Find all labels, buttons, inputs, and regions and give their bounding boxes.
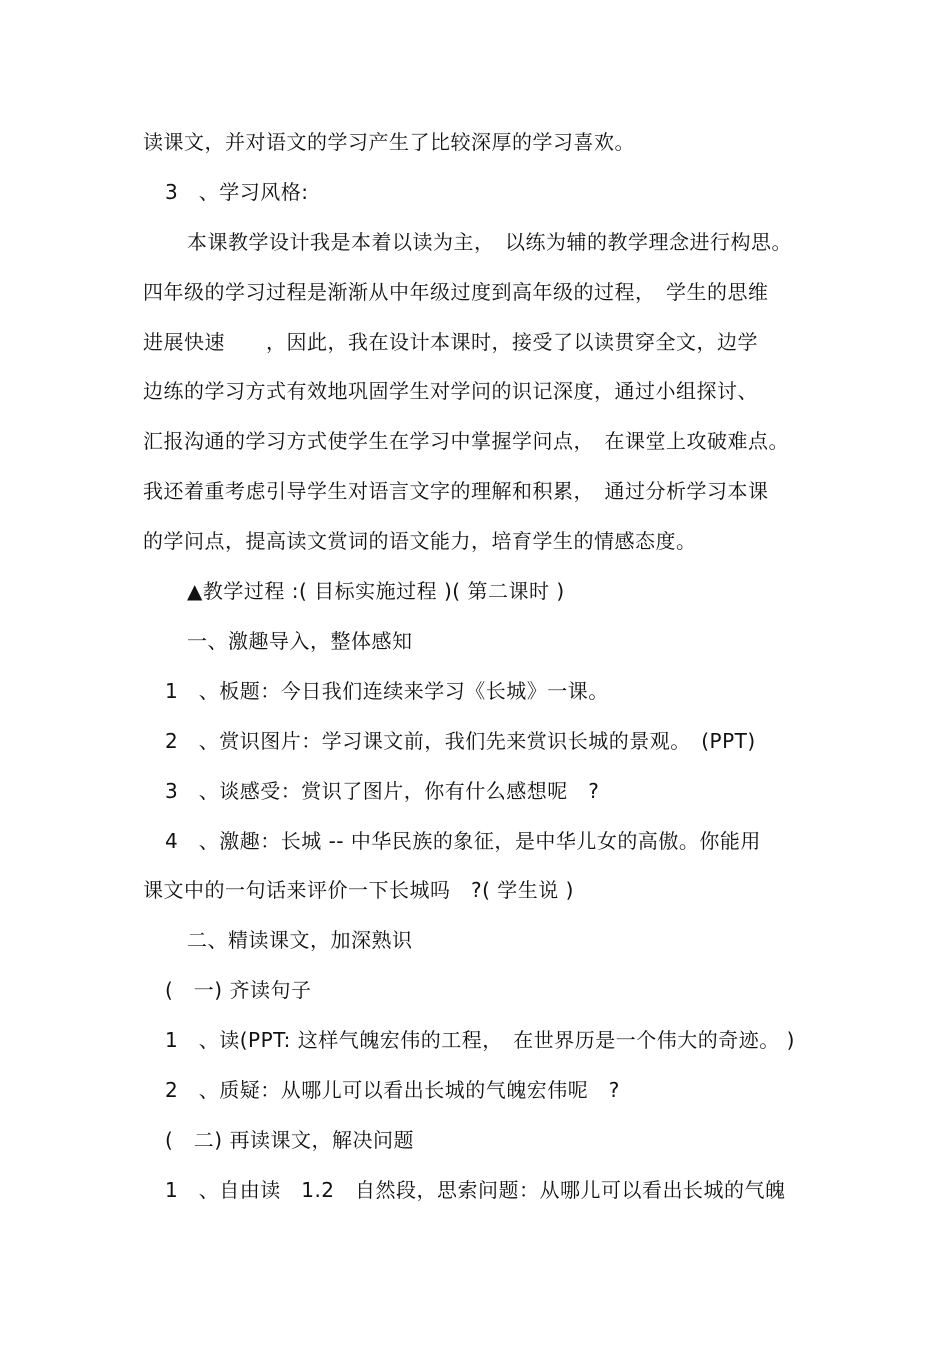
- text-line-16: 课文中的一句话来评价一下长城吗 ?( 学生说 ): [143, 878, 574, 902]
- text-line-1: 读课文，并对语文的学习产生了比较深厚的学习喜欢。: [143, 130, 635, 154]
- section-heading-teaching-process: ▲教学过程 :( 目标实施过程 )( 第二课时 ): [187, 579, 565, 603]
- text-line-5: 进展快速 ，因此，我在设计本课时，接受了以读贯穿全文，边学: [143, 330, 758, 354]
- text-line-13: 2 、赏识图片：学习课文前，我们先来赏识长城的景观。 (PPT): [165, 729, 756, 753]
- text-line-12: 1 、板题：今日我们连续来学习《长城》一课。: [165, 679, 609, 703]
- text-line-2: 3 、学习风格:: [165, 180, 309, 204]
- text-line-20: 2 、质疑：从哪儿可以看出长城的气魄宏伟呢 ?: [165, 1078, 620, 1102]
- text-line-4: 四年级的学习过程是渐渐从中年级过度到高年级的过程， 学生的思维: [143, 280, 769, 304]
- text-line-3: 本课教学设计我是本着以读为主， 以练为辅的教学理念进行构思。: [187, 230, 792, 254]
- section-heading-2: 二、精读课文，加深熟识: [187, 928, 413, 952]
- text-line-8: 我还着重考虑引导学生对语言文字的理解和积累， 通过分析学习本课: [143, 479, 769, 503]
- text-line-7: 汇报沟通的学习方式使学生在学习中掌握学问点， 在课堂上攻破难点。: [143, 429, 789, 453]
- text-line-9: 的学问点，提高读文赏词的语文能力，培育学生的情感态度。: [143, 529, 697, 553]
- text-line-14: 3 、谈感受：赏识了图片，你有什么感想呢 ?: [165, 779, 600, 803]
- subsection-heading-1: ( 一) 齐读句子: [165, 978, 312, 1002]
- text-line-15: 4 、激趣：长城 -- 中华民族的象征，是中华儿女的高傲。你能用: [165, 829, 761, 853]
- section-heading-1: 一、激趣导入，整体感知: [187, 629, 413, 653]
- subsection-heading-2: ( 二) 再读课文，解决问题: [165, 1128, 414, 1152]
- text-line-19: 1 、读(PPT: 这样气魄宏伟的工程， 在世界历是一个伟大的奇迹。 ): [165, 1028, 795, 1052]
- text-line-22: 1 、自由读 1.2 自然段，思索问题：从哪儿可以看出长城的气魄: [165, 1178, 786, 1202]
- text-line-6: 边练的学习方式有效地巩固学生对学问的识记深度，通过小组探讨、: [143, 379, 758, 403]
